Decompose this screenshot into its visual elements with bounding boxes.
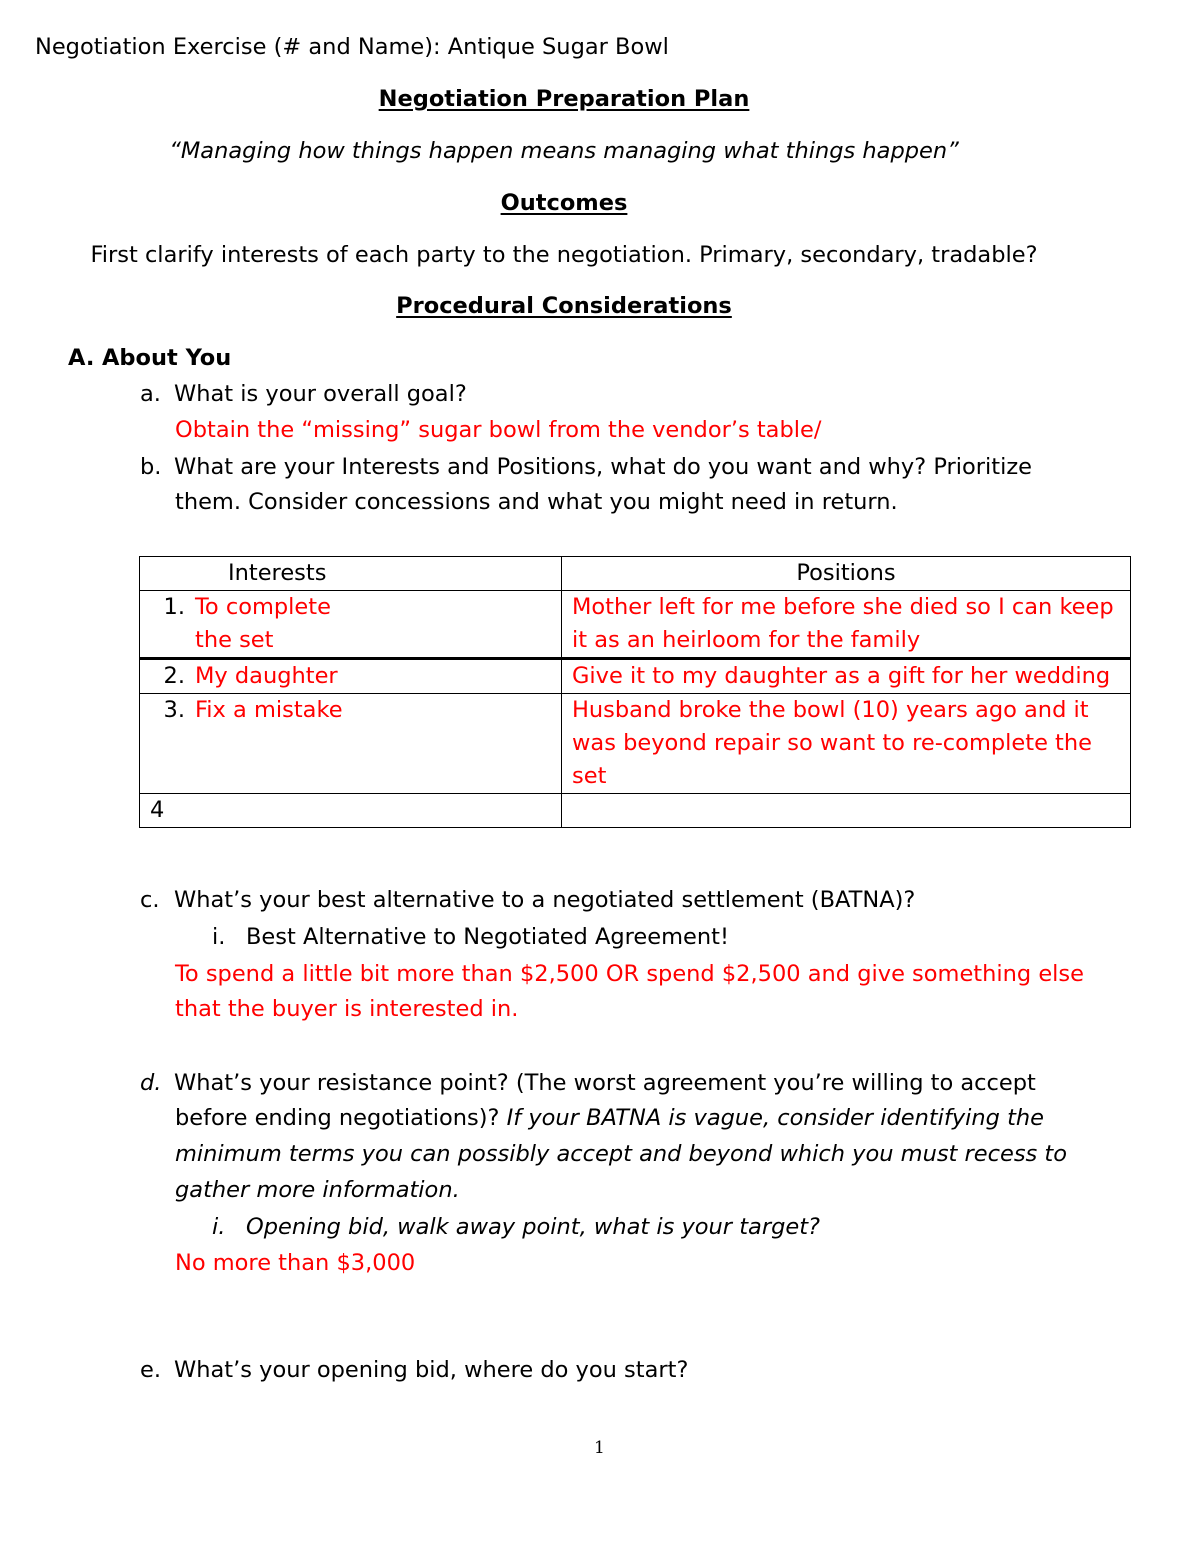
interest-cell [140, 659, 562, 694]
table-row [140, 591, 1131, 659]
question-b-line2: them. Consider concessions and what you might need in return. [175, 489, 898, 515]
table-row [140, 694, 1131, 794]
document-header: Negotiation Exercise (# and Name): Antique Sugar Bowl [35, 34, 669, 60]
position-text: Husband broke the bowl (10) years ago and it [572, 697, 1089, 723]
question-d-sub-marker: i. [212, 1214, 226, 1240]
quote: “Managing how things happen means managing what things happen” [169, 138, 959, 164]
section-a-marker: A. [68, 345, 95, 371]
question-d-line3: minimum terms you can possibly accept and beyond which you must recess to [175, 1141, 1068, 1167]
question-c-sub-marker: i. [212, 924, 226, 950]
question-c-sub [212, 919, 729, 955]
question-d-line2-italic: If your BATNA is vague, consider identifying the [506, 1105, 1045, 1131]
page-number: 1 [594, 1438, 605, 1458]
interest-text: To complete [195, 594, 331, 620]
question-e-marker: e. [140, 1357, 161, 1383]
answer-c-line2: that the buyer is interested in. [175, 996, 519, 1022]
header-positions: Positions [562, 557, 1131, 591]
question-d-sub [212, 1209, 820, 1245]
table-row [140, 659, 1131, 694]
position-cell [562, 794, 1131, 828]
interests-positions-table [139, 556, 1131, 828]
question-d-line4: gather more information. [175, 1177, 460, 1203]
question-b-line1: What are your Interests and Positions, what do you want and why? Prioritize [174, 454, 1033, 480]
question-a-marker: a. [140, 381, 161, 407]
header-interests: Interests [140, 557, 562, 591]
question-a [140, 376, 467, 412]
position-text: it as an heirloom for the family [572, 627, 921, 653]
question-a-text: What is your overall goal? [174, 381, 467, 407]
question-e [140, 1352, 688, 1388]
question-c-sub-text: Best Alternative to Negotiated Agreement! [246, 924, 729, 950]
interest-cell [140, 694, 562, 794]
question-e-text: What’s your opening bid, where do you start? [174, 1357, 689, 1383]
table-row [140, 794, 1131, 828]
document-title: Negotiation Preparation Plan [378, 86, 750, 112]
position-cell [562, 694, 1131, 794]
position-text: was beyond repair so want to re-complete the [572, 730, 1092, 756]
outcomes-text: First clarify interests of each party to the negotiation. Primary, secondary, tradable? [90, 242, 1038, 268]
section-a-label: About You [102, 345, 232, 371]
interest-text: the set [195, 627, 274, 653]
interest-cell: 4 [140, 794, 562, 828]
question-b [140, 449, 1032, 485]
interest-text: My daughter [195, 663, 338, 689]
interest-text: Fix a mistake [195, 697, 343, 723]
position-text: Mother left for me before she died so I can keep [572, 594, 1114, 620]
question-d-line2 [175, 1100, 1044, 1136]
row-number: 1. [163, 594, 185, 620]
outcomes-heading: Outcomes [500, 190, 628, 216]
position-cell: Give it to my daughter as a gift for her wedding [562, 659, 1131, 694]
question-d [140, 1065, 1036, 1101]
answer-d: No more than $3,000 [175, 1250, 416, 1276]
table-header-row [140, 557, 1131, 591]
question-b-marker: b. [140, 454, 162, 480]
interest-cell [140, 591, 562, 659]
answer-a: Obtain the “missing” sugar bowl from the vendor’s table/ [175, 417, 822, 443]
question-c [140, 882, 915, 918]
question-d-line1: What’s your resistance point? (The worst agreement you’re willing to accept [174, 1070, 1036, 1096]
section-a-heading [68, 340, 231, 376]
procedural-heading: Procedural Considerations [396, 293, 732, 319]
question-d-sub-text: Opening bid, walk away point, what is your target? [246, 1214, 820, 1240]
answer-c-line1: To spend a little bit more than $2,500 OR spend $2,500 and give something else [175, 961, 1084, 987]
row-number: 3. [163, 697, 185, 723]
position-cell [562, 591, 1131, 659]
question-c-text: What’s your best alternative to a negotiated settlement (BATNA)? [174, 887, 916, 913]
position-text: set [572, 763, 607, 789]
question-d-marker: d. [140, 1070, 162, 1096]
question-c-marker: c. [140, 887, 160, 913]
question-d-line2-normal: before ending negotiations)? [175, 1105, 507, 1131]
row-number: 2. [163, 663, 185, 689]
